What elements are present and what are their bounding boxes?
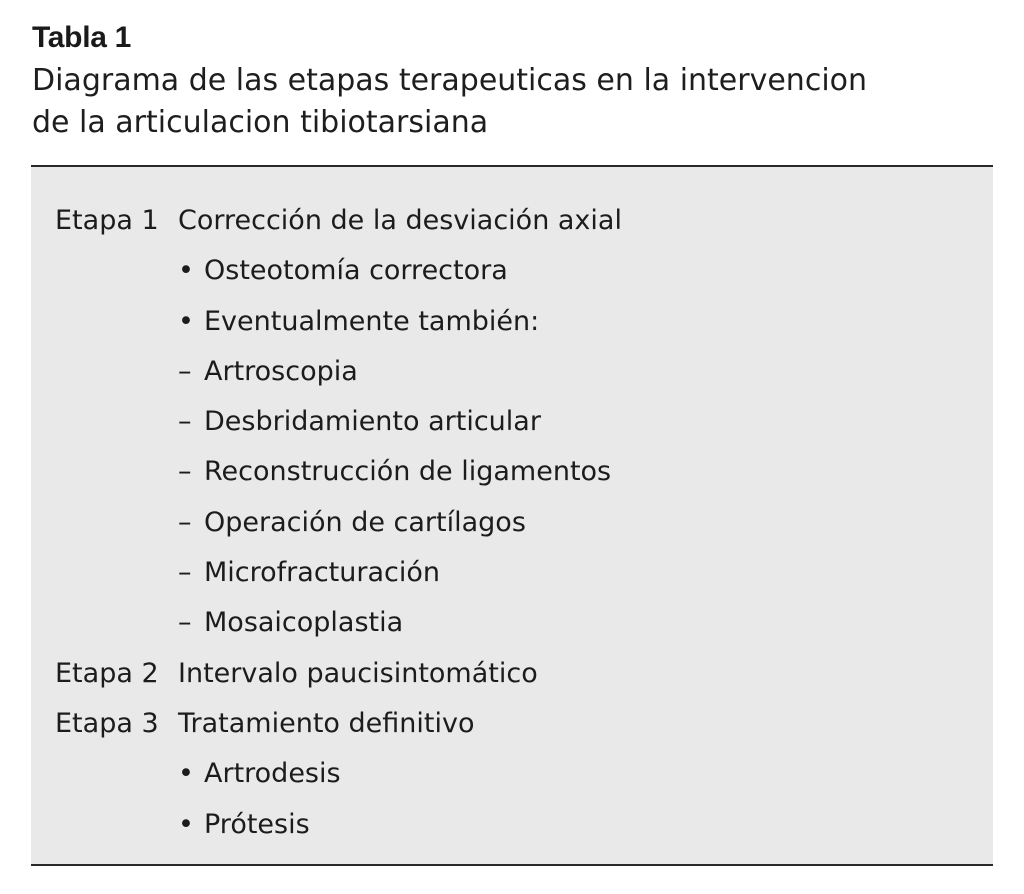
list-item-text: Artroscopia <box>204 355 358 387</box>
sub-list-item <box>178 397 541 447</box>
table-row <box>0 800 1024 850</box>
bullet-marker: • <box>178 758 194 790</box>
stage-label: Etapa 3 <box>55 707 159 739</box>
list-item-text: Eventualmente también: <box>204 305 540 337</box>
table-row <box>0 498 1024 548</box>
sub-list-item <box>178 347 358 397</box>
bottom-rule <box>31 864 993 866</box>
table-title-line-1: Diagrama de las etapas terapeuticas en la intervencion <box>32 63 868 98</box>
dash-marker: – <box>178 607 192 639</box>
table-row <box>0 246 1024 296</box>
stage-description: Tratamiento definitivo <box>178 707 475 739</box>
list-item-text: Microfracturación <box>204 557 440 589</box>
sub-list-item <box>178 447 611 497</box>
sub-list-item <box>178 548 440 598</box>
list-item <box>178 800 310 850</box>
dash-marker: – <box>178 456 192 488</box>
bullet-marker: • <box>178 305 194 337</box>
table-row <box>0 447 1024 497</box>
bullet-marker: • <box>178 808 194 840</box>
table-row-stage-2 <box>0 649 1024 699</box>
list-item-text: Artrodesis <box>204 758 341 790</box>
table-row <box>0 297 1024 347</box>
list-item-text: Operación de cartílagos <box>204 506 526 538</box>
table-row-stage-3 <box>0 699 1024 749</box>
stage-description: Intervalo paucisintomático <box>178 657 538 689</box>
dash-marker: – <box>178 557 192 589</box>
sub-list-item <box>178 498 526 548</box>
stage-label: Etapa 1 <box>55 205 159 236</box>
list-item <box>178 246 508 296</box>
list-item-text: Desbridamiento articular <box>204 406 541 438</box>
table-row <box>0 598 1024 648</box>
list-item-text: Mosaicoplastia <box>204 607 404 639</box>
dash-marker: – <box>178 506 192 538</box>
table-label: Tabla 1 <box>32 21 132 54</box>
table-row <box>0 749 1024 799</box>
table-row-stage-1 <box>0 196 1024 246</box>
sub-list-item <box>178 598 403 648</box>
dash-marker: – <box>178 406 192 438</box>
bullet-marker: • <box>178 255 194 287</box>
list-item <box>178 297 539 347</box>
table-row <box>0 397 1024 447</box>
list-item-text: Reconstrucción de ligamentos <box>204 456 612 488</box>
stage-label: Etapa 2 <box>55 657 159 689</box>
dash-marker: – <box>178 355 192 387</box>
table-rows <box>0 196 1024 850</box>
table-row <box>0 548 1024 598</box>
table-heading <box>32 18 992 144</box>
list-item-text: Osteotomía correctora <box>204 255 508 287</box>
table-title-line-2: de la articulacion tibiotarsiana <box>32 105 489 140</box>
table-title <box>32 60 992 144</box>
stage-description: Corrección de la desviación axial <box>178 205 622 236</box>
table-row <box>0 347 1024 397</box>
list-item-text: Prótesis <box>204 808 310 840</box>
list-item <box>178 749 341 799</box>
